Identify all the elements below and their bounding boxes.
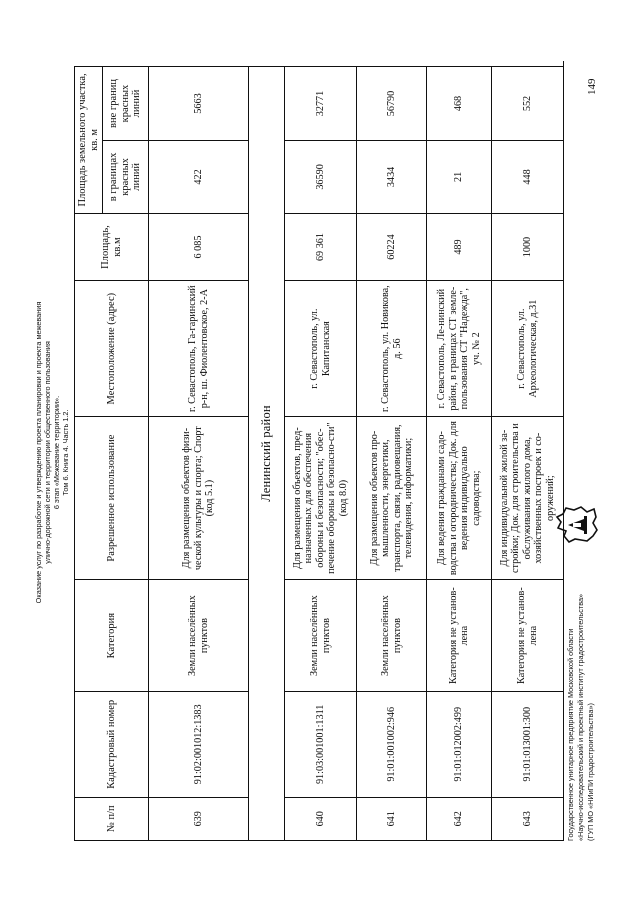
cell-outside: 56790 [357,67,427,141]
footer-rule [563,61,564,841]
col-header-cadastral: Кадастровый номер [75,692,149,797]
col-header-plot-area: Площадь земельного участка, кв. м [75,67,103,214]
district-heading: Ленинский район [249,67,285,841]
footer-line-1: Государственное унитарное предприятие Московской области [566,628,575,841]
cell-num: 642 [427,797,492,840]
cell-category: Земли населённых пунктов [357,580,427,692]
cell-category: Категория не установ-лена [427,580,492,692]
cell-area: 6 085 [149,213,249,280]
header-line-4: Том 6. Книга 4. Часть 1.2. [61,409,70,496]
land-plot-table [74,66,564,841]
header-line-1: Оказание услуг по разработке и утверждению проекта планировки и проекта межевания [34,301,43,604]
cell-outside: 5663 [149,67,249,141]
cell-outside: 468 [427,67,492,141]
cell-cadastral: 91:01:012002:499 [427,692,492,797]
header-row-1 [75,67,103,841]
cell-category: Земли населённых пунктов [149,580,249,692]
cell-inside: 448 [492,141,564,214]
district-row [249,67,285,841]
cell-location: г. Севастополь, Га-гаринский р-н, ш. Фиолентовское, 2-А [149,281,249,417]
cell-location: г. Севастополь, ул. Новикова, д. 56 [357,281,427,417]
header-line-3: 6 этап «Межевание территории». [52,395,61,510]
cell-outside: 552 [492,67,564,141]
col-header-area: Площадь, кв.м [75,213,149,280]
col-header-location: Местоположение (адрес) [75,281,149,417]
cell-num: 640 [285,797,357,840]
cell-area: 60224 [357,213,427,280]
cell-permitted-use: Для размещения объектов, пред-назначенных для обеспечения обороны и безопасности; "обес-печение обороны и безопасно-сти" (код 8.0) [285,417,357,580]
cell-cadastral: 91:02:001012:1383 [149,692,249,797]
cell-area: 69 361 [285,213,357,280]
cell-location: г. Севастополь, ул. Капитанская [285,281,357,417]
cell-area: 1000 [492,213,564,280]
table-row [427,67,492,841]
table-row [149,67,249,841]
cell-outside: 32771 [285,67,357,141]
cell-permitted-use: Для размещения объектов про-мышленности, энергетики, транспорта, связи, радиовещания, телевидения, информатики; [357,417,427,580]
cell-cadastral: 91:01:001002:946 [357,692,427,797]
cell-cadastral: 91:03:001001:1311 [285,692,357,797]
table-row [492,67,564,841]
cell-location: г. Севастополь, ул. Археологическая, д.31 [492,281,564,417]
page-number: 149 [586,78,598,95]
cell-inside: 36590 [285,141,357,214]
col-header-permitted-use: Разрешенное использование [75,417,149,580]
cell-location: г. Севастополь, Ле-нинский район, в границах СТ земле-пользования СТ "Надежда", уч. № 2 [427,281,492,417]
header-line-2: улично-дорожной сети и территории общественного пользования [43,341,52,564]
cell-num: 643 [492,797,564,840]
cell-category: Категория не установ-лена [492,580,564,692]
cell-num: 641 [357,797,427,840]
col-header-inside-red-lines: в границах красных линий [103,141,149,214]
cell-permitted-use: Для размещения объектов физи-ческой культуры и спорта; Спорт (код 5.1) [149,417,249,580]
cell-permitted-use: Для ведения гражданами садо-водства и огородничества; Док. для ведения индивидуально садоводства; [427,417,492,580]
col-header-num: № п/п [75,797,149,840]
cell-category: Земли населённых пунктов [285,580,357,692]
table-row [285,67,357,841]
cell-inside: 3434 [357,141,427,214]
col-header-category: Категория [75,580,149,692]
cell-num: 639 [149,797,249,840]
footer-line-2: «Научно-исследовательский и проектный институт градостроительства» [576,593,585,841]
footer-line-3: (ГУП МО «НИиПИ градостроительства») [586,703,595,841]
cell-inside: 422 [149,141,249,214]
cell-inside: 21 [427,141,492,214]
cell-cadastral: 91:01:013001:300 [492,692,564,797]
col-header-outside-red-lines: вне границ красных линий [103,67,149,141]
cell-area: 489 [427,213,492,280]
cell-permitted-use: Для индивидуальной жилой за-стройки; Док. для строительства и обслуживания жилого дома, хозяйственных построек и со-оружений; [492,417,564,580]
institute-emblem-icon [553,505,599,545]
table-row [357,67,427,841]
